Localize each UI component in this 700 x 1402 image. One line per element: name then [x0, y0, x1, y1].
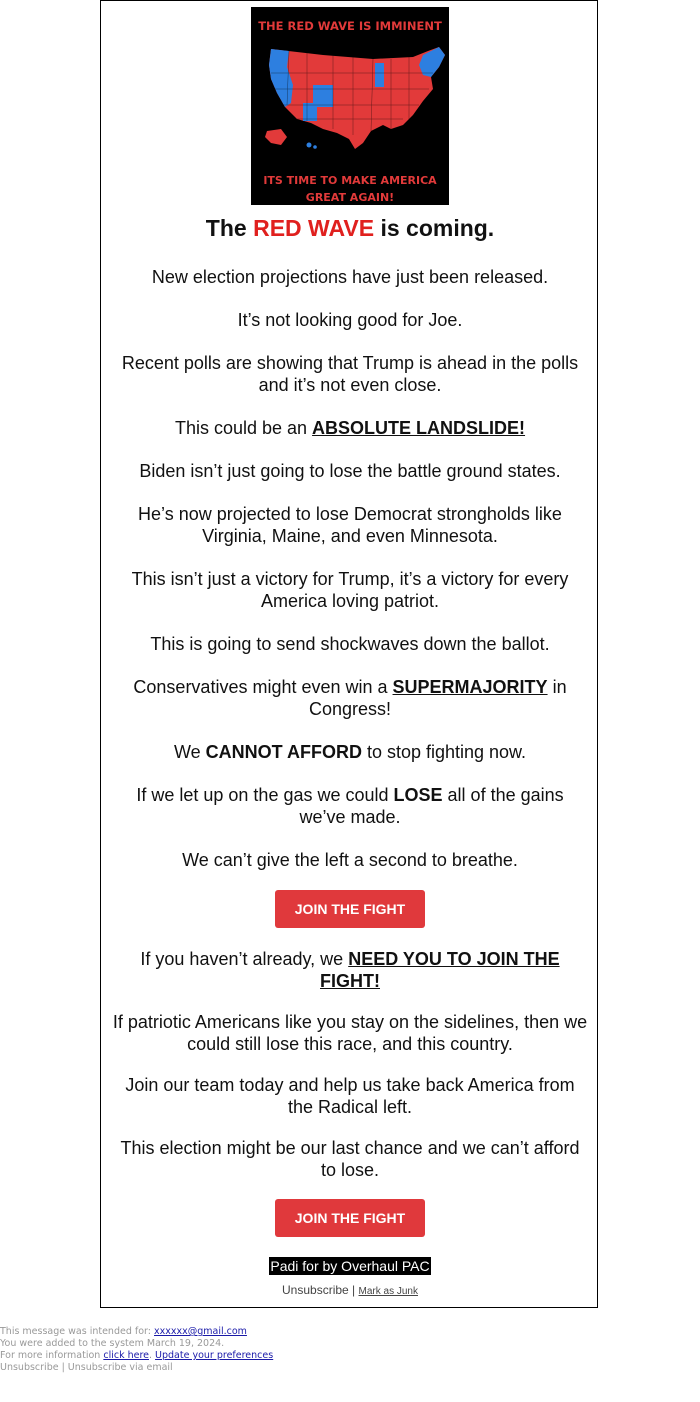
- p9-emphasis: SUPERMAJORITY: [392, 677, 548, 697]
- hero-bottom-line-2: GREAT AGAIN!: [305, 191, 395, 204]
- hero-bottom-text: [251, 172, 449, 206]
- headline: [101, 215, 599, 242]
- body-paragraph-11: [111, 784, 589, 828]
- map-mainland-red: [269, 47, 445, 149]
- footer-click-here-link[interactable]: click here: [103, 1350, 149, 1361]
- mark-as-junk-link[interactable]: Mark as Junk: [358, 1286, 418, 1297]
- paid-for-text: Padi for by Overhaul PAC: [270, 1258, 430, 1274]
- footer-intended-line: [0, 1326, 400, 1338]
- body-paragraph-8: This is going to send shockwaves down the ballot.: [150, 634, 550, 654]
- map-southwest-blue: [303, 103, 317, 121]
- unsubscribe-link[interactable]: Unsubscribe: [282, 1283, 349, 1297]
- p11-suffix: all of the gains we’ve made.: [299, 785, 564, 827]
- body-paragraph-2: It’s not looking good for Joe.: [237, 310, 463, 330]
- headline-highlight: RED WAVE: [253, 215, 375, 241]
- footer-unsubscribe-line[interactable]: Unsubscribe | Unsubscribe via email: [0, 1362, 173, 1373]
- body-paragraph-12: We can’t give the left a second to breathe.: [182, 850, 518, 870]
- body-paragraph-9: [111, 676, 589, 720]
- separator: |: [348, 1283, 359, 1297]
- email-card: [100, 0, 598, 1308]
- join-the-fight-button-2[interactable]: JOIN THE FIGHT: [275, 1199, 425, 1237]
- p9-suffix: in Congress!: [308, 677, 567, 719]
- footer-info-separator: .: [149, 1350, 156, 1361]
- body-paragraph-13: [111, 948, 589, 992]
- p11-emphasis: LOSE: [393, 785, 443, 805]
- hero-bottom-line-1: ITS TIME TO MAKE AMERICA: [263, 174, 437, 187]
- map-midwest-blue: [375, 63, 384, 87]
- headline-prefix: The: [205, 215, 254, 241]
- body-paragraph-7: This isn’t just a victory for Trump, it’s a victory for every America loving patriot.: [131, 569, 569, 611]
- body-paragraph-3: Recent polls are showing that Trump is ahead in the polls and it’s not even close.: [121, 353, 579, 395]
- p4-prefix: This could be an: [174, 418, 313, 438]
- join-the-fight-button[interactable]: JOIN THE FIGHT: [275, 890, 425, 928]
- headline-suffix: is coming.: [374, 215, 495, 241]
- p10-emphasis: CANNOT AFFORD: [205, 742, 362, 762]
- us-map-icon: [263, 45, 448, 153]
- body-paragraph-6: He’s now projected to lose Democrat strongholds like Virginia, Maine, and even Minnesota.: [138, 504, 562, 546]
- p9-prefix: Conservatives might even win a: [133, 677, 393, 697]
- footer-info-prefix: For more information: [0, 1350, 104, 1361]
- footer-info-line: [0, 1350, 400, 1362]
- hero-banner-image: [251, 7, 449, 205]
- p10-prefix: We: [173, 742, 206, 762]
- map-hawaii-blue: [307, 143, 312, 148]
- body-paragraph-5: Biden isn’t just going to lose the battle ground states.: [139, 461, 561, 481]
- footer-added-line: You were added to the system March 19, 2024.: [0, 1338, 225, 1349]
- p13-prefix: If you haven’t already, we: [140, 949, 349, 969]
- map-northeast-blue: [419, 47, 445, 77]
- p4-emphasis: ABSOLUTE LANDSLIDE!: [312, 418, 526, 438]
- email-footer: [0, 1326, 400, 1374]
- map-alaska-red: [265, 129, 287, 145]
- p10-suffix: to stop fighting now.: [361, 742, 527, 762]
- hero-top-text: THE RED WAVE IS IMMINENT: [258, 19, 442, 33]
- p13-emphasis: NEED YOU TO JOIN THE FIGHT!: [320, 949, 560, 991]
- body-paragraph-4: [111, 417, 589, 439]
- footer-email-link[interactable]: xxxxxx@gmail.com: [154, 1326, 247, 1337]
- footer-intended-prefix: This message was intended for:: [0, 1326, 154, 1337]
- body-paragraph-14: If patriotic Americans like you stay on the sidelines, then we could still lose this race, and this country.: [112, 1012, 588, 1054]
- paid-for-disclaimer: [101, 1258, 599, 1276]
- body-paragraph-1: New election projections have just been released.: [151, 267, 549, 287]
- body-paragraph-10: [111, 741, 589, 763]
- body-paragraph-16: This election might be our last chance and we can’t afford to lose.: [120, 1138, 580, 1180]
- unsubscribe-row: [101, 1283, 599, 1297]
- p11-prefix: If we let up on the gas we could: [136, 785, 394, 805]
- footer-update-preferences-link[interactable]: Update your preferences: [155, 1350, 274, 1361]
- body-paragraph-15: Join our team today and help us take back America from the Radical left.: [125, 1075, 575, 1117]
